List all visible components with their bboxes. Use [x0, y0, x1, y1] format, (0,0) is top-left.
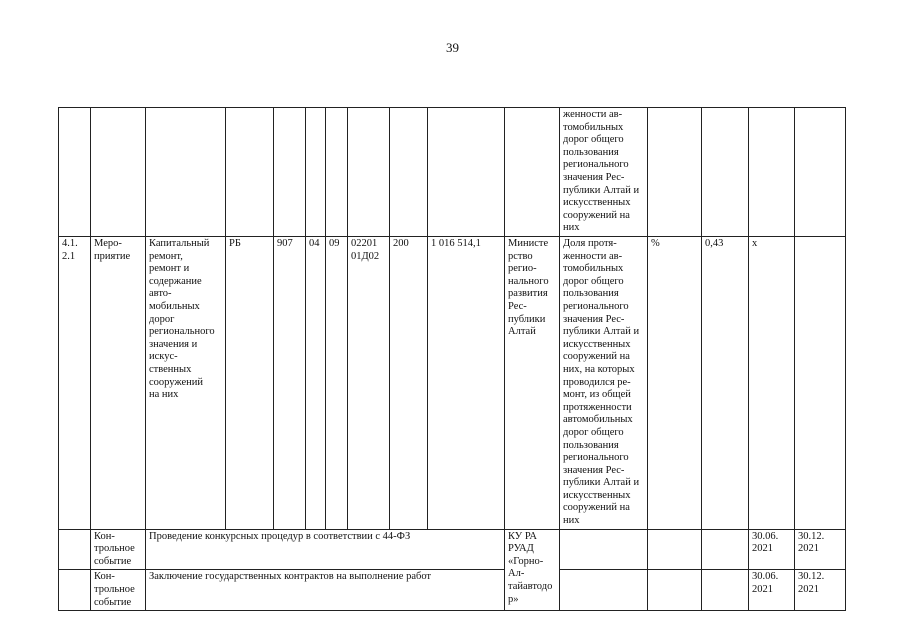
cell-name: Капитальный ремонт, ремонт и содержание авто- мобильных дорог регионального значения и искус- ственных сооружений на них	[146, 237, 226, 530]
cell-date-end	[795, 108, 846, 237]
table-row-measure	[59, 237, 846, 530]
cell-unit	[648, 529, 702, 570]
cell-csr: 02201 01Д02	[348, 237, 390, 530]
cell-value	[702, 570, 749, 611]
cell-pr: 09	[326, 237, 348, 530]
cell-pr	[326, 108, 348, 237]
cell-date-start: 30.06. 2021	[749, 570, 795, 611]
cell-num	[59, 570, 91, 611]
cell-description: Проведение конкурсных процедур в соответствии с 44-ФЗ	[146, 529, 505, 570]
cell-indicator: Доля протя- женности ав- томобильных дорог общего пользования регионального значения Рес- публики Алтай и искусственных сооружений на них, на которых проводился ре- монт, из общей протяженности автомобильных дорог общего пользования регионального значения Рес- публики Алтай и искусственных сооружений на них	[560, 237, 648, 530]
cell-csr	[348, 108, 390, 237]
cell-amount: 1 016 514,1	[428, 237, 505, 530]
cell-date-end	[795, 237, 846, 530]
cell-amount	[428, 108, 505, 237]
cell-rz	[306, 108, 326, 237]
cell-value	[702, 529, 749, 570]
cell-unit: %	[648, 237, 702, 530]
cell-type	[91, 108, 146, 237]
cell-indicator: женности ав- томобильных дорог общего пользования регионального значения Рес- публики Алтай и искусственных сооружений на них	[560, 108, 648, 237]
page-number: 39	[446, 40, 459, 55]
cell-grbs: 907	[274, 237, 306, 530]
cell-name	[146, 108, 226, 237]
cell-rz: 04	[306, 237, 326, 530]
cell-num	[59, 108, 91, 237]
table-row-control-event	[59, 529, 846, 570]
cell-date-start	[749, 108, 795, 237]
cell-mark: х	[749, 237, 795, 530]
table-row-control-event	[59, 570, 846, 611]
document-table-container	[58, 107, 846, 611]
cell-executor: КУ РА РУАД «Горно- Ал- тайавтодо р»	[505, 529, 560, 611]
program-table	[58, 107, 846, 611]
cell-type: Кон- трольное событие	[91, 570, 146, 611]
cell-value	[702, 108, 749, 237]
cell-num: 4.1. 2.1	[59, 237, 91, 530]
cell-indicator	[560, 529, 648, 570]
cell-date-end: 30.12. 2021	[795, 529, 846, 570]
cell-date-start: 30.06. 2021	[749, 529, 795, 570]
cell-source: РБ	[226, 237, 274, 530]
cell-num	[59, 529, 91, 570]
cell-type: Кон- трольное событие	[91, 529, 146, 570]
cell-value: 0,43	[702, 237, 749, 530]
cell-executor: Министе рство регио- нального развития Рес- публики Алтай	[505, 237, 560, 530]
cell-description: Заключение государственных контрактов на выполнение работ	[146, 570, 505, 611]
cell-grbs	[274, 108, 306, 237]
cell-vr	[390, 108, 428, 237]
table-row-continuation	[59, 108, 846, 237]
cell-indicator	[560, 570, 648, 611]
cell-unit	[648, 570, 702, 611]
cell-executor	[505, 108, 560, 237]
cell-date-end: 30.12. 2021	[795, 570, 846, 611]
cell-vr: 200	[390, 237, 428, 530]
cell-source	[226, 108, 274, 237]
cell-type: Меро- приятие	[91, 237, 146, 530]
cell-unit	[648, 108, 702, 237]
